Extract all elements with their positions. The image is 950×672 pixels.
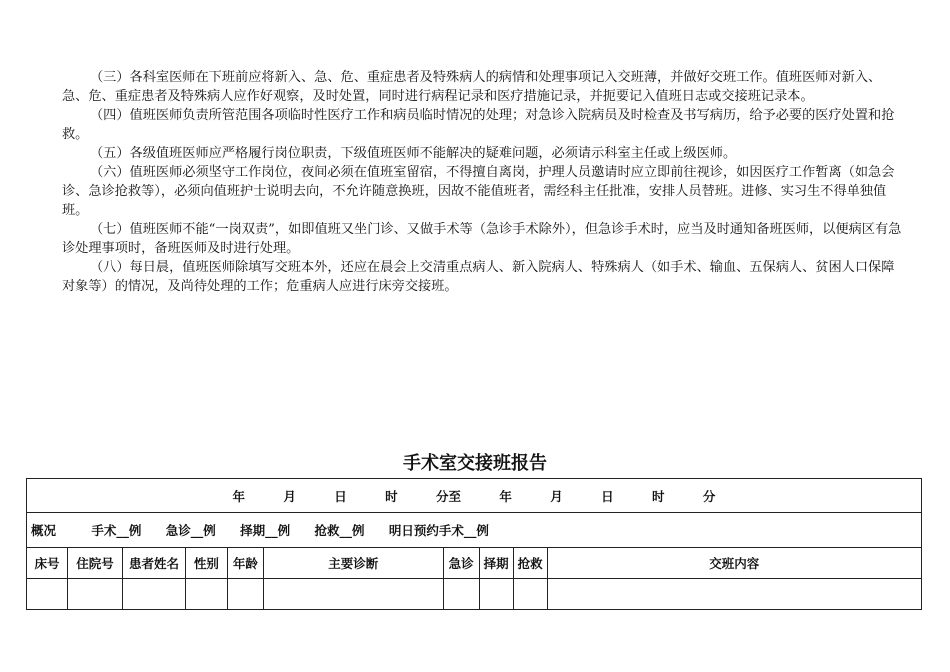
date-minute-end: 分 — [702, 488, 716, 504]
cell-patient-name[interactable] — [122, 579, 185, 610]
col-patient-name: 患者姓名 — [122, 548, 185, 579]
col-bed-number: 床号 — [27, 548, 68, 579]
date-month-end: 月 — [550, 488, 563, 504]
cell-admission-number[interactable] — [67, 579, 122, 610]
overview-emergency-count: 急诊__例 — [165, 523, 216, 538]
rule-paragraph: （三）各科室医师在下班前应将新入、急、危、重症患者及特殊病人的病情和处理事项记入交班薄，并做好交班工作。值班医师对新入、急、危、重症患者及特殊病人应作好观察，及时处置，同时进行病程记录和医疗措施记录，并扼要记入值班日志或交接班记录本。 — [62, 70, 882, 104]
col-age: 年龄 — [227, 548, 263, 579]
col-handover-content: 交班内容 — [547, 548, 921, 579]
rule-paragraph: （八）每日晨，值班医师除填写交班本外，还应在晨会上交清重点病人、新入院病人、特殊病人（如手术、输血、五保病人、贫困人口保障对象等）的情况，及尚待处理的工作；危重病人应进行床旁交接班。 — [62, 260, 895, 294]
overview-row — [27, 513, 922, 548]
col-rescue: 抢救 — [513, 548, 547, 579]
col-elective: 择期 — [479, 548, 513, 579]
rule-paragraph: （七）值班医师不能“一岗双责”，如即值班又坐门诊、又做手术等（急诊手术除外），但急诊手术时，应当及时通知备班医师，以便病区有急诊处理事项时，备班医师及时进行处理。 — [62, 222, 902, 256]
cell-rescue[interactable] — [513, 579, 547, 610]
cell-sex[interactable] — [185, 579, 227, 610]
overview-elective-count: 择期__例 — [240, 523, 291, 538]
col-emergency: 急诊 — [443, 548, 479, 579]
overview-tomorrow-booked-count: 明日预约手术__例 — [388, 523, 489, 538]
rule-paragraph: （五）各级值班医师应严格履行岗位职责，下级值班医师不能解决的疑难问题，必须请示科室主任或上级医师。 — [90, 146, 737, 161]
table-row — [27, 579, 922, 610]
date-year-start: 年 — [232, 488, 246, 504]
col-sex: 性别 — [185, 548, 227, 579]
cell-main-diagnosis[interactable] — [263, 579, 443, 610]
overview-rescue-count: 抢救__例 — [314, 523, 365, 538]
date-month-start: 月 — [283, 488, 296, 504]
cell-bed-number[interactable] — [27, 579, 68, 610]
rule-paragraph: （六）值班医师必须坚守工作岗位，夜间必须在值班室留宿，不得擅自离岗，护理人员邀请时应立即前往视诊，如因医疗工作暂离（如急会诊、急诊抢救等），必须向值班护士说明去向，不允许随意换班，因故不能值班者，需经科主任批准，安排人员替班。进修、实习生不得单独值班。 — [62, 165, 895, 218]
col-main-diagnosis: 主要诊断 — [263, 548, 443, 579]
date-range-row — [27, 479, 922, 513]
date-hour-start: 时 — [385, 488, 398, 504]
overview-label: 概况 — [31, 523, 57, 538]
col-admission-number: 住院号 — [67, 548, 122, 579]
report-title: 手术室交接班报告 — [403, 453, 547, 474]
table-header-row — [27, 548, 922, 579]
date-day-start: 日 — [334, 488, 347, 504]
handover-report-table — [26, 478, 922, 610]
rules-text — [62, 68, 907, 296]
cell-handover-content[interactable] — [547, 579, 921, 610]
date-minute-start: 分至 — [436, 488, 462, 504]
cell-elective[interactable] — [479, 579, 513, 610]
overview-surgery-count: 手术__例 — [91, 523, 142, 538]
date-hour-end: 时 — [652, 488, 665, 504]
date-year-end: 年 — [499, 488, 512, 504]
rule-paragraph: （四）值班医师负责所管范围各项临时性医疗工作和病员临时情况的处理；对急诊入院病员及时检查及书写病历，给予必要的医疗处置和抢救。 — [62, 108, 895, 142]
cell-emergency[interactable] — [443, 579, 479, 610]
cell-age[interactable] — [227, 579, 263, 610]
date-day-end: 日 — [601, 488, 614, 504]
